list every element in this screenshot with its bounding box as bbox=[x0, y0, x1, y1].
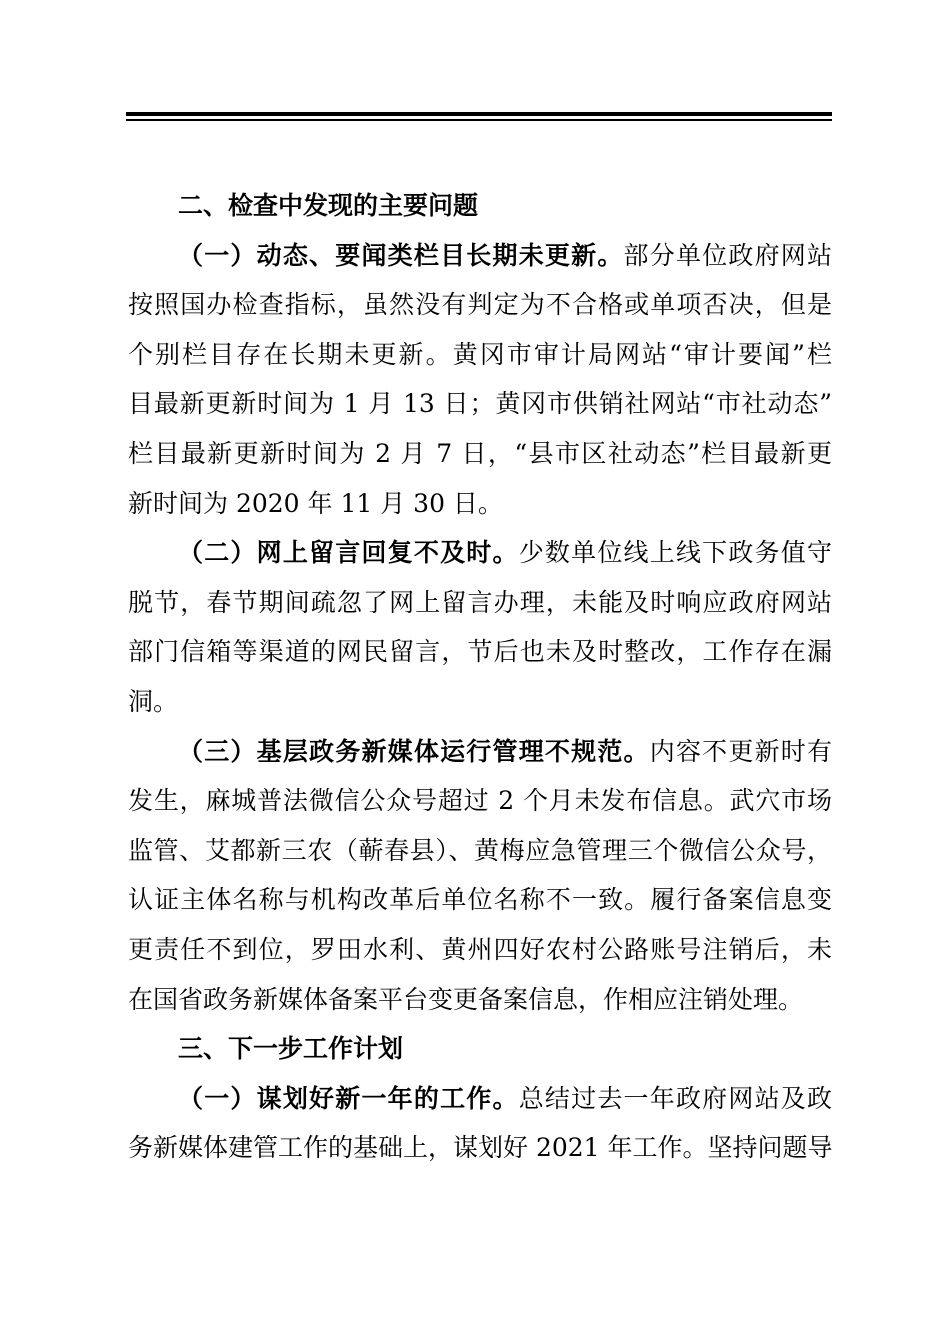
document-body bbox=[128, 181, 832, 1173]
paragraph-line: 在国省政务新媒体备案平台变更备案信息，作相应注销处理。 bbox=[128, 984, 804, 1014]
paragraph-outdated-columns bbox=[128, 231, 832, 529]
paragraph-lead: （三）基层政务新媒体运行管理不规范。 bbox=[178, 736, 650, 766]
paragraph-line: 脱节，春节期间疏忽了网上留言办理，未能及时响应政府网站 bbox=[128, 587, 832, 617]
paragraph-line: （三）基层政务新媒体运行管理不规范。内容不更新时有 bbox=[178, 736, 832, 766]
paragraph-line: 栏目最新更新时间为 2 月 7 日，“县市区社动态”栏目最新更 bbox=[128, 438, 832, 468]
paragraph-lead: （一）谋划好新一年的工作。 bbox=[178, 1083, 519, 1113]
paragraph-lead: （一）动态、要闻类栏目长期未更新。 bbox=[178, 240, 624, 270]
header-rule-thick bbox=[126, 112, 832, 116]
paragraph-line: 部门信箱等渠道的网民留言，节后也未及时整改，工作存在漏 bbox=[128, 637, 832, 667]
paragraph-lead: （二）网上留言回复不及时。 bbox=[178, 538, 519, 568]
paragraph-line: 洞。 bbox=[128, 686, 179, 716]
paragraph-line: 更责任不到位，罗田水利、黄州四好农村公路账号注销后，未 bbox=[128, 934, 832, 964]
paragraph-line: 监管、艾都新三农（蕲春县）、黄梅应急管理三个微信公众号， bbox=[128, 835, 832, 865]
header-rule-thin bbox=[126, 119, 832, 121]
paragraph-line: 发生，麻城普法微信公众号超过 2 个月未发布信息。武穴市场 bbox=[128, 786, 832, 816]
header-double-rule bbox=[126, 112, 832, 122]
paragraph-line: （一）谋划好新一年的工作。总结过去一年政府网站及政 bbox=[178, 1083, 832, 1113]
paragraph-line: 务新媒体建管工作的基础上，谋划好 2021 年工作。坚持问题导 bbox=[128, 1133, 833, 1163]
section-heading-problems: 二、检查中发现的主要问题 bbox=[178, 191, 479, 220]
paragraph-plan-new-year bbox=[128, 1074, 832, 1173]
paragraph-message-replies bbox=[128, 528, 832, 726]
paragraph-line: 按照国办检查指标，虽然没有判定为不合格或单项否决，但是 bbox=[128, 290, 832, 320]
paragraph-line: 新时间为 2020 年 11 月 30 日。 bbox=[128, 488, 503, 518]
paragraph-line: 个别栏目存在长期未更新。黄冈市审计局网站“审计要闻”栏 bbox=[128, 339, 832, 369]
paragraph-line: （一）动态、要闻类栏目长期未更新。部分单位政府网站 bbox=[178, 240, 832, 270]
paragraph-new-media-management bbox=[128, 727, 832, 1025]
paragraph-line: 认证主体名称与机构改革后单位名称不一致。履行备案信息变 bbox=[128, 885, 832, 915]
paragraph-line: （二）网上留言回复不及时。少数单位线上线下政务值守 bbox=[178, 538, 832, 568]
section-heading-next-plan: 三、下一步工作计划 bbox=[178, 1034, 404, 1064]
paragraph-line: 目最新更新时间为 1 月 13 日；黄冈市供销社网站“市社动态” bbox=[128, 389, 832, 419]
